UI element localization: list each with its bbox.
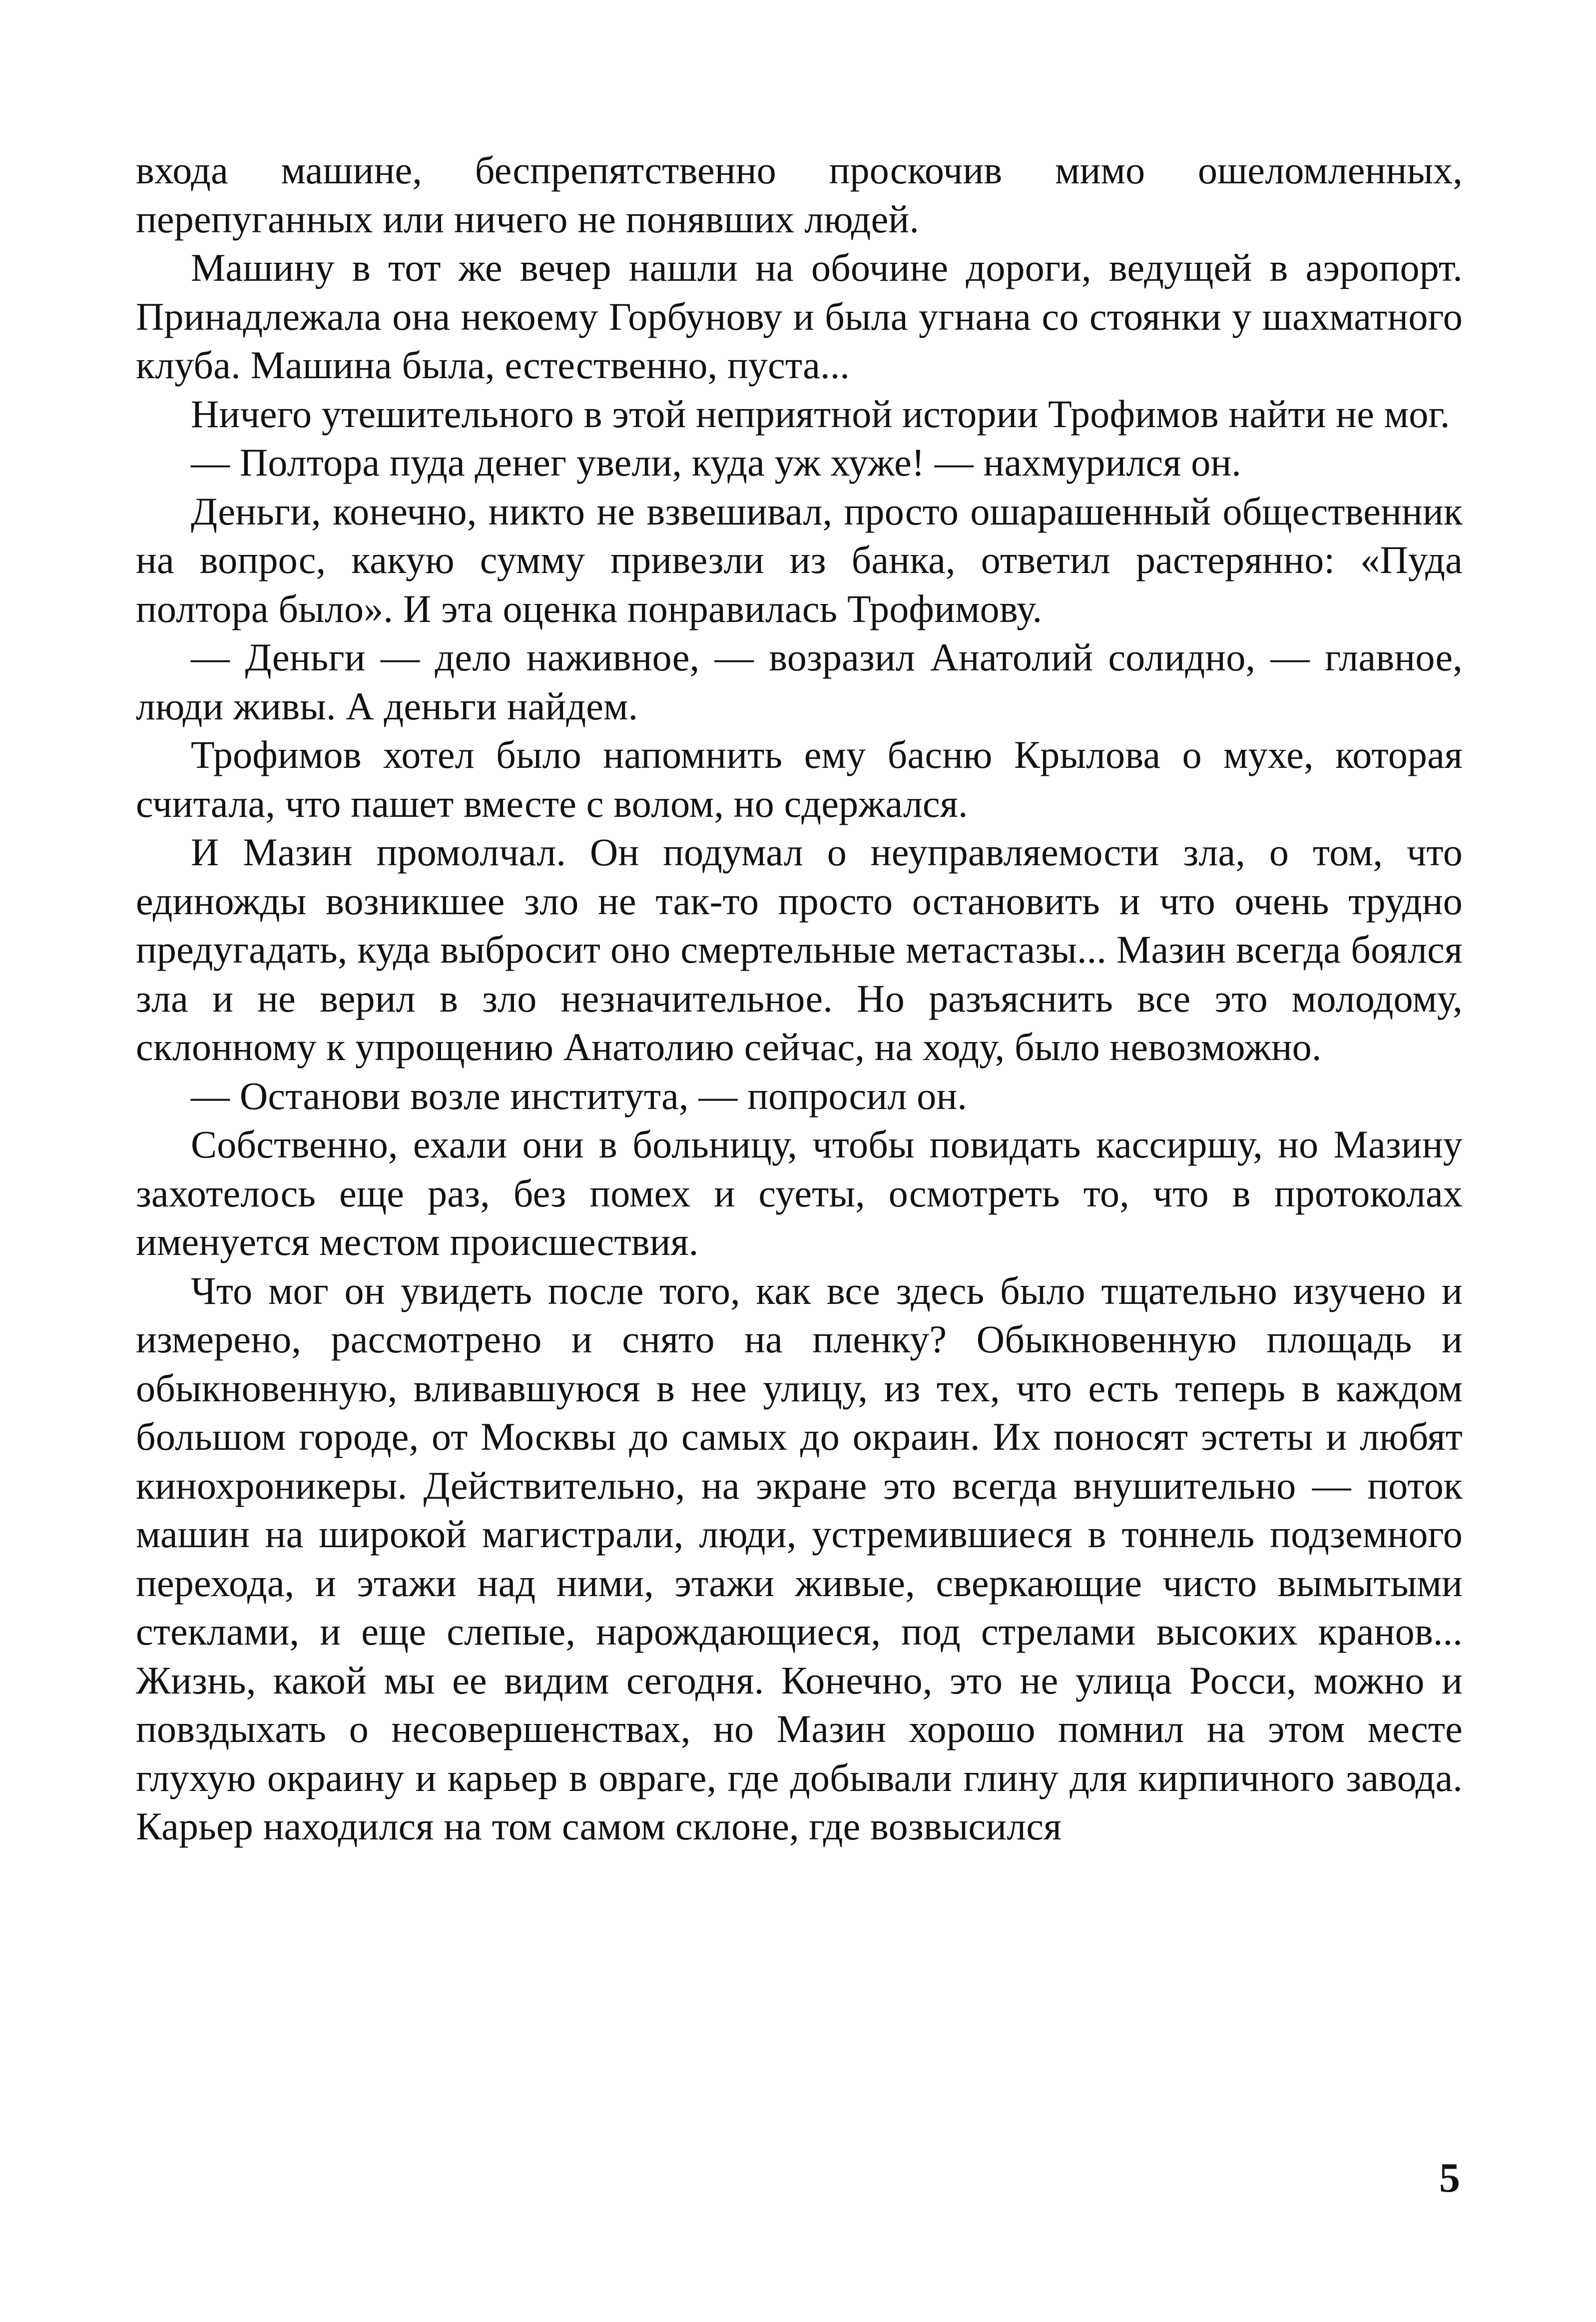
paragraph-11: Что мог он увидеть после того, как все здесь было тщательно изучено и измерено, рассмотрено и снято на пленку? Обыкновенную площадь и обыкновенную, вливавшуюся в нее улицу, из тех, что есть теперь в каждом большом городе, от Москвы до самых до окраин. Их поносят эстеты и любят кинохроникеры. Действительно, на экране это всегда внушительно — поток машин на широкой магистрали, люди, устремившиеся в тоннель подземного перехода, и этажи над ними, этажи живые, сверкающие чисто вымытыми стеклами, и еще слепые, нарождающиеся, под стрелами высоких кранов... Жизнь, какой мы ее видим сегодня. Конечно, это не улица Росси, можно и повздыхать о несовершенствах, но Мазин хорошо помнил на этом месте глухую окраину и карьер в овраге, где добывали глину для кирпичного завода. Карьер находился на том самом склоне, где возвысился <box>136 1268 1463 1848</box>
paragraph-7: Трофимов хотел было напомнить ему басню Крылова о мухе, которая считала, что пашет вместе с волом, но сдержался. <box>136 733 1463 825</box>
paragraph-1: входа машине, беспрепятственно проскочив мимо ошеломленных, перепуганных или ничего не понявших людей. <box>136 148 1463 241</box>
paragraph-6: — Деньги — дело наживное, — возразил Анатолий солидно, — главное, люди живы. А деньги найдем. <box>136 635 1463 728</box>
paragraph-5: Деньги, конечно, никто не взвешивал, просто ошарашенный общественник на вопрос, какую сумму привезли из банка, ответил растерянно: «Пуда полтора было». И эта оценка понравилась Трофимову. <box>136 489 1463 630</box>
paragraph-3: Ничего утешительного в этой неприятной истории Трофимов найти не мог. <box>191 392 1450 436</box>
paragraph-8: И Мазин промолчал. Он подумал о неуправляемости зла, о том, что единожды возникшее зло не так-то просто остановить и что очень трудно предугадать, куда выбросит оно смертельные метастазы... Мазин всегда боялся зла и не верил в зло незначительное. Но разъяснить все это молодому, склонному к упрощению Анатолию сейчас, на ходу, было невозможно. <box>136 830 1463 1069</box>
paragraph-2: Машину в тот же вечер нашли на обочине дороги, ведущей в аэропорт. Принадлежала она некоему Горбунову и была угнана со стоянки у шахматного клуба. Машина была, естественно, пуста... <box>136 246 1463 387</box>
paragraph-4: — Полтора пуда денег увели, куда уж хуже! — нахмурился он. <box>191 441 1242 484</box>
paragraph-10: Собственно, ехали они в больницу, чтобы повидать кассиршу, но Мазину захотелось еще раз, без помех и суеты, осмотреть то, что в протоколах именуется местом происшествия. <box>136 1123 1463 1263</box>
body-text <box>136 146 1463 1851</box>
page-number: 5 <box>1439 2155 1460 2201</box>
paragraph-9: — Останови возле института, — попросил он. <box>191 1074 968 1118</box>
